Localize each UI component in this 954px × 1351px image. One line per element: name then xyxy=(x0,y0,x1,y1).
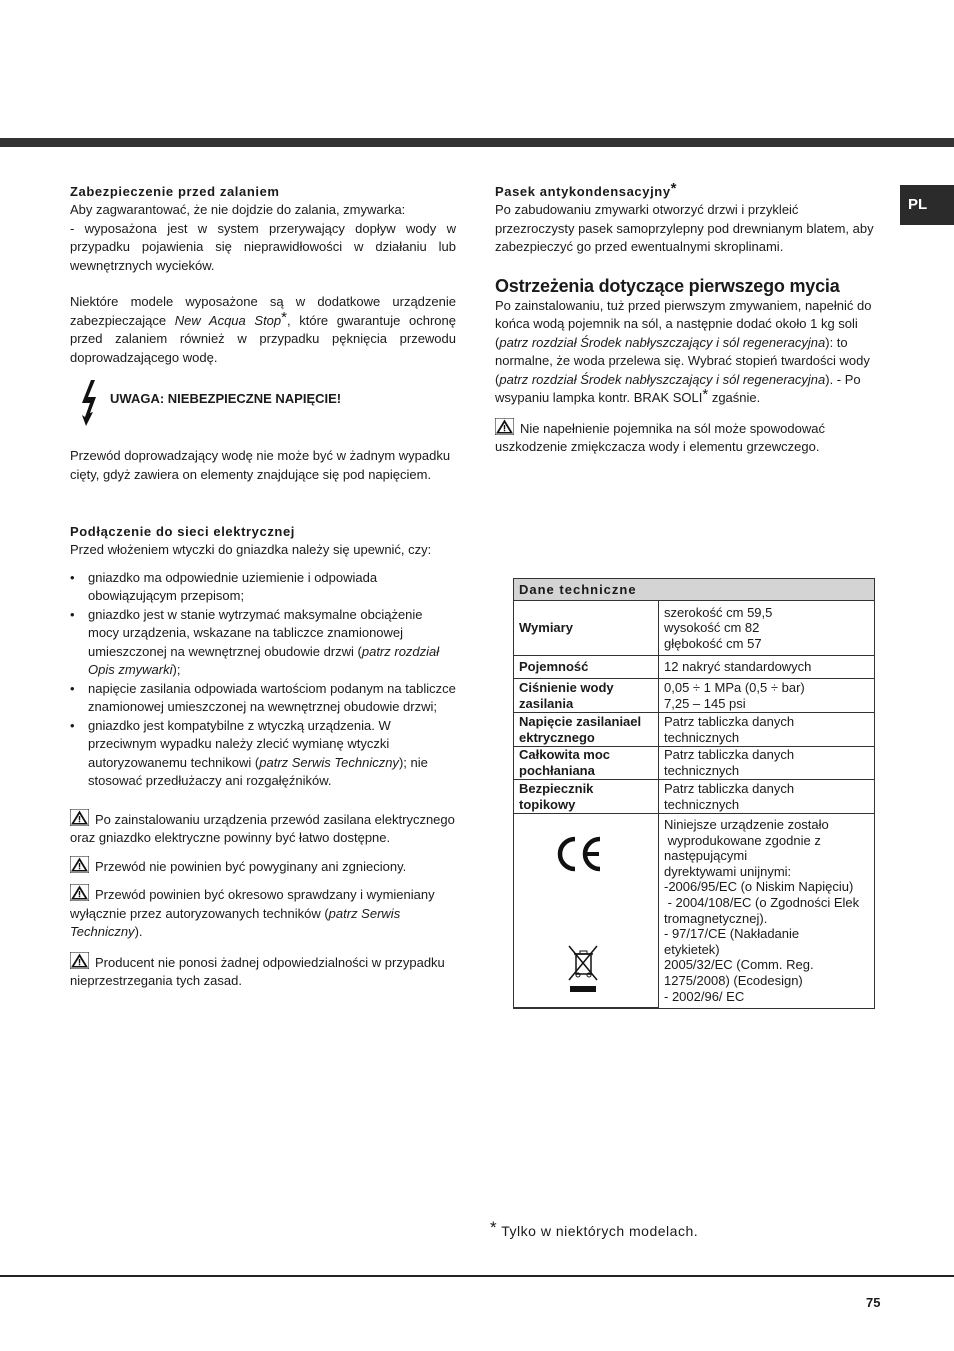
first-wash-heading: Ostrzeżenia dotyczące pierwszego mycia xyxy=(495,275,840,296)
table-row xyxy=(514,747,875,780)
warning-icon xyxy=(70,809,89,826)
warning-note: Po zainstalowaniu urządzenia przewód zasilana elektrycznego oraz gniazdko elektryczne powinny być łatwo dostępne. xyxy=(70,809,456,848)
ce-mark-icon xyxy=(554,834,604,874)
salt-warning: Nie napełnienie pojemnika na sól może spowodować uszkodzenie zmiękczacza wody i elementu grzewczego. xyxy=(495,418,875,457)
row-key: Napięcie zasilaniael ektrycznego xyxy=(514,713,659,747)
row-value: 12 nakryć standardowych xyxy=(659,656,875,679)
first-wash-text: Po zainstalowaniu, tuż przed pierwszym zmywaniem, napełnić do końca wodą pojemnik na sól, a następnie dodać około 1 kg soli (patrz rozdział Środek nabłyszczający i sól regeneracyjna): to normalne, że woda przelewa się. Wybrać stopień twardości wody (patrz rozdział Środek nabłyszczający i sól regeneracyjna). - Po wsypaniu lampka kontr. BRAK SOLI* zgaśnie. xyxy=(495,297,872,405)
warning-icon xyxy=(70,952,89,969)
list-item: • gniazdko jest w stanie wytrzymać maksymalne obciążenie mocy urządzenia, wskazane na tabliczce znamionowej umieszczonej na wewnętrznej obudowie drzwi (patrz rozdział Opis zmywarki); xyxy=(70,606,456,680)
row-value: Patrz tabliczka danych technicznych xyxy=(659,747,875,780)
marks-cell xyxy=(514,814,659,1009)
warning-icon xyxy=(70,884,89,901)
strip-text: Po zabudowaniu zmywarki otworzyć drzwi i przykleić przezroczysty pasek samoprzylepny pod drewnianym blatem, aby zabezpieczyć go przed ewentualnymi skroplinami. xyxy=(495,202,874,254)
flood-system-text: - wyposażona jest w system przerywający dopływ wody w przypadku pojawienia się nieprawidłowości w działaniu lub wewnętrznych wycieków. xyxy=(70,220,456,273)
list-item: • gniazdko jest kompatybilne z wtyczką urządzenia. W przeciwnym wypadku należy zlecić wymianę wtyczki autoryzowanemu technikowi (patrz Serwis Techniczny); nie stosować przedłużaczy ani rozgałęźników. xyxy=(70,717,456,791)
row-key: Całkowita moc pochłaniana xyxy=(514,747,659,780)
row-value: 0,05 ÷ 1 MPa (0,5 ÷ bar) 7,25 – 145 psi xyxy=(659,679,875,713)
table-row xyxy=(514,679,875,713)
warning-icon xyxy=(495,418,514,435)
voltage-text: Przewód doprowadzający wodę nie może być w żadnym wypadku cięty, gdyż zawiera on elementy znajdujące się pod napięciem. xyxy=(70,448,451,482)
flood-intro: Aby zagwarantować, że nie dojdzie do zalania, zmywarka: xyxy=(70,202,406,217)
row-value: Patrz tabliczka danych technicznych xyxy=(659,713,875,747)
row-value: szerokość cm 59,5 wysokość cm 82 głębokość cm 57 xyxy=(659,601,875,656)
directives-cell: Niniejsze urządzenie zostało wyprodukowane zgodnie z następującymi dyrektywami unijnymi: -2006/95/EC (o Niskim Napięciu) - 2004/108/EC (o Zgodności Elek tromagnetycznej). - 97/17/CE (Nakładanie etykietek) 2005/32/EC (Comm. Reg. 1275/2008) (Ecodesign) - 2002/96/ EC xyxy=(659,814,875,1009)
warning-note: Przewód nie powinien być powyginany ani zgnieciony. xyxy=(70,856,456,877)
table-row xyxy=(514,601,875,656)
table-row xyxy=(514,780,875,814)
voltage-warning xyxy=(70,375,456,443)
warning-note: Przewód powinien być okresowo sprawdzany i wymieniany wyłącznie przez autoryzowanych techników (patrz Serwis Techniczny). xyxy=(70,884,456,942)
table-row xyxy=(514,656,875,679)
list-item: • napięcie zasilania odpowiada wartościom podanym na tabliczce znamionowej umieszczonej na wewnętrznej obudowie drzwi; xyxy=(70,680,456,717)
top-rule xyxy=(0,138,954,147)
tech-data-table xyxy=(513,578,875,1009)
warning-icon xyxy=(70,856,89,873)
weee-bin-icon xyxy=(567,944,599,994)
row-key: Pojemność xyxy=(514,656,659,679)
bottom-rule xyxy=(0,1275,954,1277)
row-key: Ciśnienie wody zasilania xyxy=(514,679,659,713)
warning-note: Producent nie ponosi żadnej odpowiedzialności w przypadku nieprzestrzegania tych zasad. xyxy=(70,952,456,991)
language-tab: PL xyxy=(900,185,954,225)
electric-heading: Podłączenie do sieci elektrycznej xyxy=(70,524,296,539)
table-row xyxy=(514,814,875,1009)
voltage-warning-label: UWAGA: NIEBEZPIECZNE NAPIĘCIE! xyxy=(110,391,342,406)
right-column xyxy=(495,180,875,457)
table-row xyxy=(514,713,875,747)
table-title: Dane techniczne xyxy=(514,579,875,601)
flood-heading: Zabezpieczenie przed zalaniem xyxy=(70,184,280,199)
strip-heading: Pasek antykondensacyjny* xyxy=(495,180,678,199)
row-key: Bezpiecznik topikowy xyxy=(514,780,659,814)
acqua-stop-text: Niektóre modele wyposażone są w dodatkowe urządzenie zabezpieczające New Acqua Stop*, które gwarantuje ochronę przed zalaniem również w przypadku pęknięcia przewodu doprowadzającego wodę. xyxy=(70,294,456,365)
electric-checklist xyxy=(70,569,456,791)
left-column xyxy=(70,183,456,991)
list-item: • gniazdko ma odpowiednie uziemienie i odpowiada obowiązującym przepisom; xyxy=(70,569,456,606)
electric-intro: Przed włożeniem wtyczki do gniazdka należy się upewnić, czy: xyxy=(70,542,432,557)
footnote: * Tylko w niektórych modelach. xyxy=(490,1218,699,1239)
page-number: 75 xyxy=(866,1295,881,1310)
row-key: Wymiary xyxy=(514,601,659,656)
row-value: Patrz tabliczka danych technicznych xyxy=(659,780,875,814)
lightning-icon xyxy=(78,379,100,427)
